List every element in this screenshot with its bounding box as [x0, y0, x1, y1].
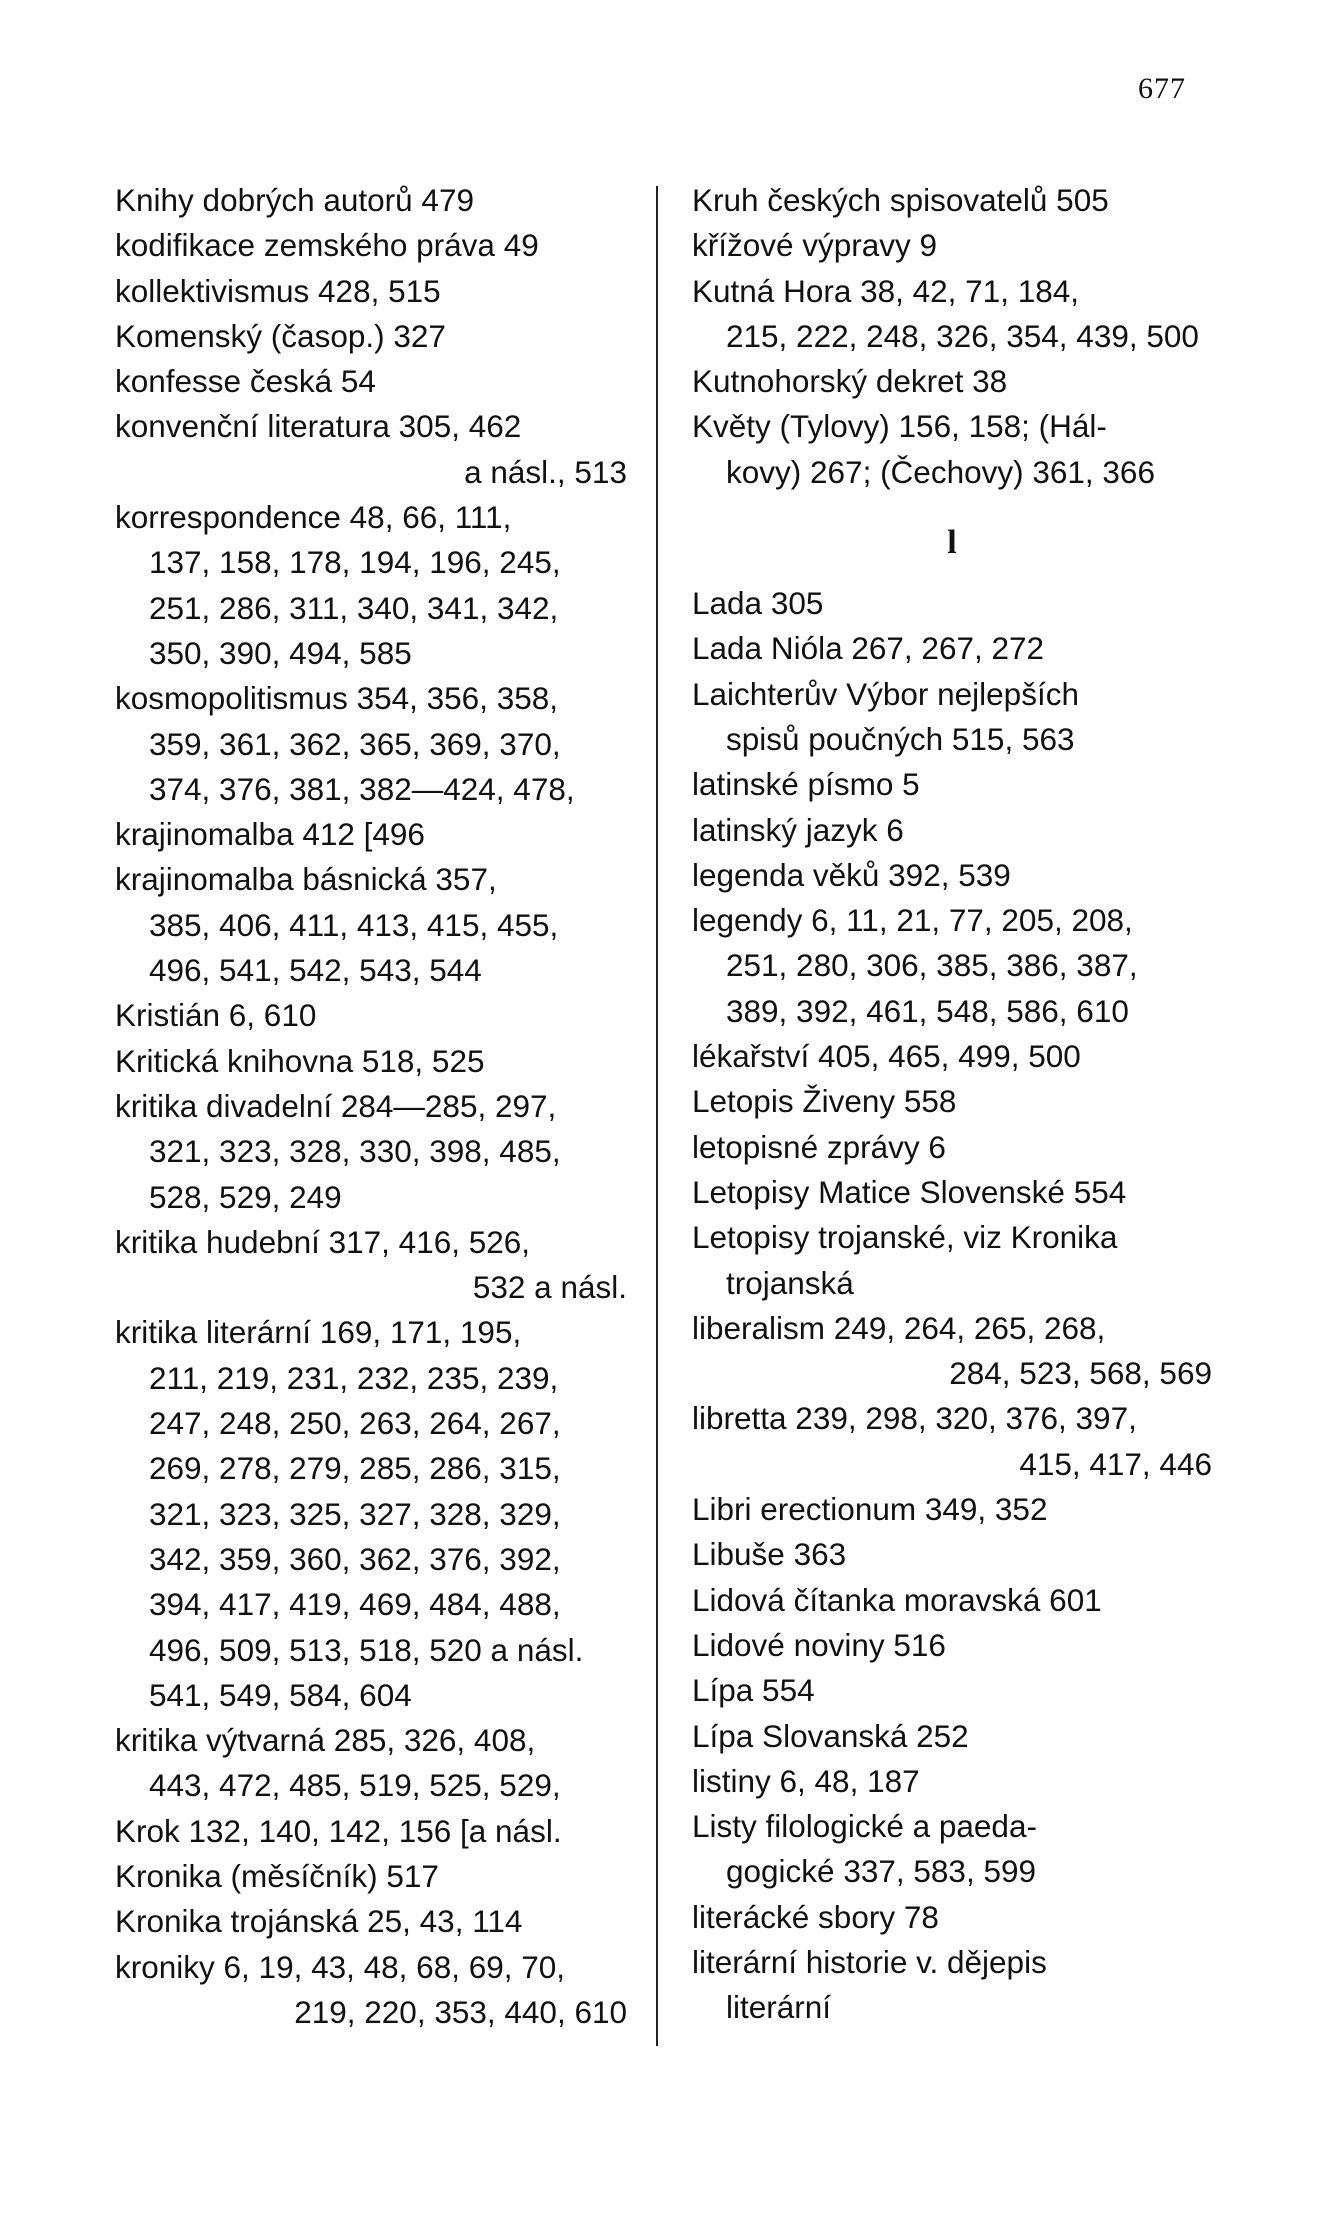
index-entry: kritika literární 169, 171, 195, [115, 1314, 522, 1351]
index-entry: kovy) 267; (Čechovy) 361, 366 [726, 453, 1155, 490]
index-entry: kollektivismus 428, 515 [115, 272, 441, 309]
index-column-right [692, 178, 1212, 2031]
index-entry: 359, 361, 362, 365, 369, 370, [149, 725, 561, 762]
section-letter-heading: l [947, 524, 957, 562]
index-entry: křížové výpravy 9 [692, 227, 938, 264]
index-entry: Listy filologické a paeda- [692, 1808, 1037, 1845]
index-entry: kosmopolitismus 354, 356, 358, [115, 680, 558, 717]
index-entry: 374, 376, 381, 382—424, 478, [149, 770, 575, 807]
column-divider [656, 186, 658, 2046]
page-number: 677 [1138, 72, 1186, 105]
index-entry: Lidové noviny 516 [692, 1626, 946, 1663]
index-entry: 350, 390, 494, 585 [149, 634, 412, 671]
index-entry: listiny 6, 48, 187 [692, 1762, 920, 1799]
index-entry: latinské písmo 5 [692, 766, 920, 803]
index-entry: Lada 305 [692, 585, 824, 622]
index-entry: korrespondence 48, 66, 111, [115, 499, 512, 536]
index-entry: konvenční literatura 305, 462 [115, 408, 522, 445]
index-entry: Letopisy trojanské, viz Kronika [692, 1219, 1118, 1256]
index-column-left [115, 178, 627, 2035]
index-entry: trojanská [726, 1264, 854, 1301]
index-entry: libretta 239, 298, 320, 376, 397, [692, 1400, 1137, 1437]
index-entry: kritika hudební 317, 416, 526, [115, 1223, 531, 1260]
index-entry: legendy 6, 11, 21, 77, 205, 208, [692, 902, 1133, 939]
index-entry: Lípa Slovanská 252 [692, 1717, 969, 1754]
index-entry: 211, 219, 231, 232, 235, 239, [149, 1359, 559, 1396]
index-entry: legenda věků 392, 539 [692, 856, 1011, 893]
index-entry: 215, 222, 248, 326, 354, 439, 500 [726, 317, 1199, 354]
index-entry: spisů poučných 515, 563 [726, 720, 1075, 757]
index-entry: Libri erectionum 349, 352 [692, 1491, 1048, 1528]
index-entry: Kutná Hora 38, 42, 71, 184, [692, 272, 1080, 309]
index-entry: Krok 132, 140, 142, 156 [a násl. [115, 1812, 562, 1849]
index-entry: 247, 248, 250, 263, 264, 267, [149, 1405, 561, 1442]
index-entry: Kristián 6, 610 [115, 997, 317, 1034]
index-entry: kritika výtvarná 285, 326, 408, [115, 1722, 536, 1759]
index-entry: Letopisy Matice Slovenské 554 [692, 1173, 1127, 1210]
index-entry: Kronika (měsíčník) 517 [115, 1857, 439, 1894]
index-entry: latinský jazyk 6 [692, 811, 904, 848]
index-entry: 394, 417, 419, 469, 484, 488, [149, 1586, 561, 1623]
index-entry: 251, 280, 306, 385, 386, 387, [726, 947, 1138, 984]
index-entry: kritika divadelní 284—285, 297, [115, 1087, 557, 1124]
index-entry: 269, 278, 279, 285, 286, 315, [149, 1450, 561, 1487]
index-entry: Lípa 554 [692, 1672, 815, 1709]
index-entry: 137, 158, 178, 194, 196, 245, [149, 544, 561, 581]
index-entry: kroniky 6, 19, 43, 48, 68, 69, 70, [115, 1948, 566, 1985]
index-entry: Kutnohorský dekret 38 [692, 363, 1008, 400]
index-entry: kodifikace zemského práva 49 [115, 227, 539, 264]
index-entry: 528, 529, 249 [149, 1178, 342, 1215]
index-entry: 321, 323, 325, 327, 328, 329, [149, 1495, 561, 1532]
index-entry: 443, 472, 485, 519, 525, 529, [149, 1767, 561, 1804]
index-entry: Kruh českých spisovatelů 505 [692, 182, 1109, 218]
index-group-k [692, 178, 1212, 495]
index-entry: krajinomalba básnická 357, [115, 861, 497, 898]
index-entry: Kronika trojánská 25, 43, 114 [115, 1903, 523, 1940]
index-entry: 385, 406, 411, 413, 415, 455, [149, 906, 559, 943]
index-entry: Lidová čítanka moravská 601 [692, 1581, 1102, 1618]
index-entry: Libuše 363 [692, 1536, 847, 1573]
index-entry: liberalism 249, 264, 265, 268, [692, 1309, 1106, 1346]
index-entry: konfesse česká 54 [115, 363, 376, 400]
index-entry: gogické 337, 583, 599 [726, 1853, 1037, 1890]
index-entry: literácké sbory 78 [692, 1898, 939, 1935]
index-entry: 321, 323, 328, 330, 398, 485, [149, 1133, 561, 1170]
index-entry: Lada Nióla 267, 267, 272 [692, 630, 1045, 667]
index-entry: 389, 392, 461, 548, 586, 610 [726, 992, 1129, 1029]
index-entry: 219, 220, 353, 440, 610 [294, 1993, 627, 2030]
index-entry: 284, 523, 568, 569 [949, 1355, 1212, 1392]
index-entry: 532 a násl. [472, 1269, 627, 1306]
index-entry: 496, 541, 542, 543, 544 [149, 952, 482, 989]
index-entry: Komenský (časop.) 327 [115, 317, 446, 354]
index-entry: 415, 417, 446 [1019, 1445, 1212, 1482]
index-entry: 342, 359, 360, 362, 376, 392, [149, 1540, 561, 1577]
index-entry: 541, 549, 584, 604 [149, 1676, 412, 1713]
index-entry: Květy (Tylovy) 156, 158; (Hál- [692, 408, 1107, 445]
index-entry: Laichterův Výbor nejlepších [692, 675, 1079, 712]
index-entry: krajinomalba 412 [496 [115, 816, 425, 853]
index-entry: Knihy dobrých autorů 479 [115, 182, 474, 218]
index-entry: 496, 509, 513, 518, 520 a násl. [149, 1631, 584, 1668]
index-group-l [692, 581, 1212, 2031]
index-entry: a násl., 513 [464, 453, 627, 490]
index-entry: letopisné zprávy 6 [692, 1128, 946, 1165]
index-entry: literární [726, 1989, 832, 2026]
index-entry: Kritická knihovna 518, 525 [115, 1042, 485, 1079]
index-entry: lékařství 405, 465, 499, 500 [692, 1038, 1081, 1075]
index-entry: Letopis Živeny 558 [692, 1083, 957, 1120]
index-entry: literární historie v. dějepis [692, 1943, 1047, 1980]
index-entry: 251, 286, 311, 340, 341, 342, [149, 589, 559, 626]
